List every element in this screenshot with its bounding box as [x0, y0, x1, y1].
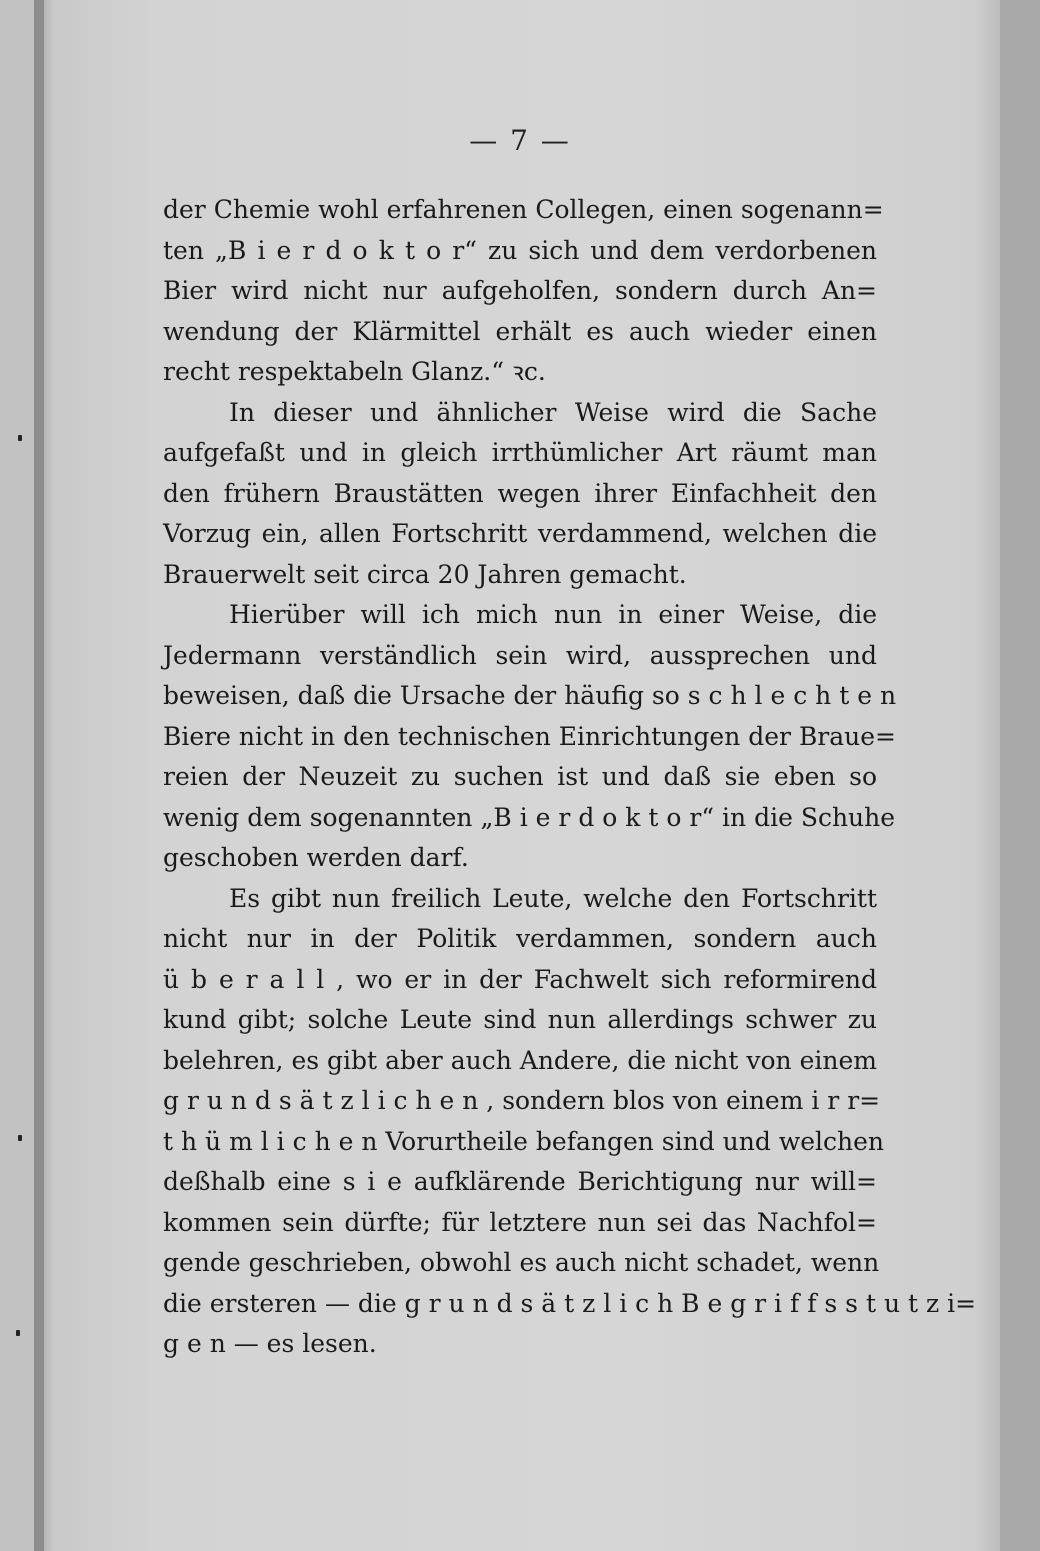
- ink-speck: [18, 435, 22, 441]
- text-line: In dieser und ähnlicher Weise wird die Sache: [229, 397, 877, 427]
- text-line: den frühern Braustätten wegen ihrer Einfachheit den: [163, 478, 877, 508]
- page-gutter-edge: [34, 0, 44, 1551]
- text-line: aufgefaßt und in gleich irrthümlicher Art räumt man: [163, 438, 877, 467]
- text-line: recht respektabeln Glanz.“ ꝛc.: [163, 357, 546, 386]
- text-line: ten „B i e r d o k t o r“ zu sich und dem verdorbenen: [163, 235, 877, 265]
- text-line: deßhalb eine s i e aufklärende Berichtigung nur will=: [163, 1167, 877, 1196]
- text-line: Vorzug ein, allen Fortschritt verdammend, welchen die: [163, 519, 877, 548]
- text-line: geschoben werden darf.: [163, 843, 469, 872]
- text-line: kund gibt; solche Leute sind nun allerdings schwer zu: [163, 1005, 877, 1034]
- text-line: Bier wird nicht nur aufgeholfen, sondern durch An=: [163, 276, 877, 305]
- text-line: Jedermann verständlich sein wird, aussprechen und: [163, 640, 877, 670]
- text-line: t h ü m l i c h e n Vorurtheile befangen sind und welchen: [163, 1126, 885, 1156]
- text-line: beweisen, daß die Ursache der häufig so s c h l e c h t e n: [163, 681, 897, 710]
- text-line: gende geschrieben, obwohl es auch nicht schadet, wenn: [163, 1248, 880, 1277]
- text-line: die ersteren — die g r u n d s ä t z l i c h B e g r i f f s s t u t z i=: [163, 1288, 977, 1318]
- text-line: kommen sein dürfte; für letztere nun sei das Nachfol=: [163, 1207, 877, 1237]
- page-number: — 7 —: [469, 124, 571, 157]
- text-line: wendung der Klärmittel erhält es auch wieder einen: [163, 316, 877, 346]
- text-line: wenig dem sogenannten „B i e r d o k t o r“ in die Schuhe: [163, 802, 896, 832]
- text-line: Brauerwelt seit circa 20 Jahren gemacht.: [163, 559, 687, 589]
- text-line: nicht nur in der Politik verdammen, sondern auch: [163, 924, 877, 953]
- body-text: [163, 190, 977, 1365]
- text-line: g e n — es lesen.: [163, 1329, 377, 1358]
- ink-speck: [16, 1330, 20, 1336]
- text-line: belehren, es gibt aber auch Andere, die nicht von einem: [163, 1045, 877, 1075]
- text-line: Biere nicht in den technischen Einrichtungen der Braue=: [163, 721, 897, 751]
- text-line: ü b e r a l l , wo er in der Fachwelt sich reformirend: [163, 964, 877, 994]
- text-line: der Chemie wohl erfahrenen Collegen, einen sogenann=: [163, 195, 884, 224]
- text-line: reien der Neuzeit zu suchen ist und daß sie eben so: [163, 762, 877, 791]
- ink-speck: [18, 1135, 22, 1141]
- text-line: g r u n d s ä t z l i c h e n , sondern blos von einem i r r=: [163, 1086, 881, 1115]
- text-line: Hierüber will ich mich nun in einer Weise, die: [229, 600, 877, 629]
- text-line: Es gibt nun freilich Leute, welche den Fortschritt: [229, 883, 877, 913]
